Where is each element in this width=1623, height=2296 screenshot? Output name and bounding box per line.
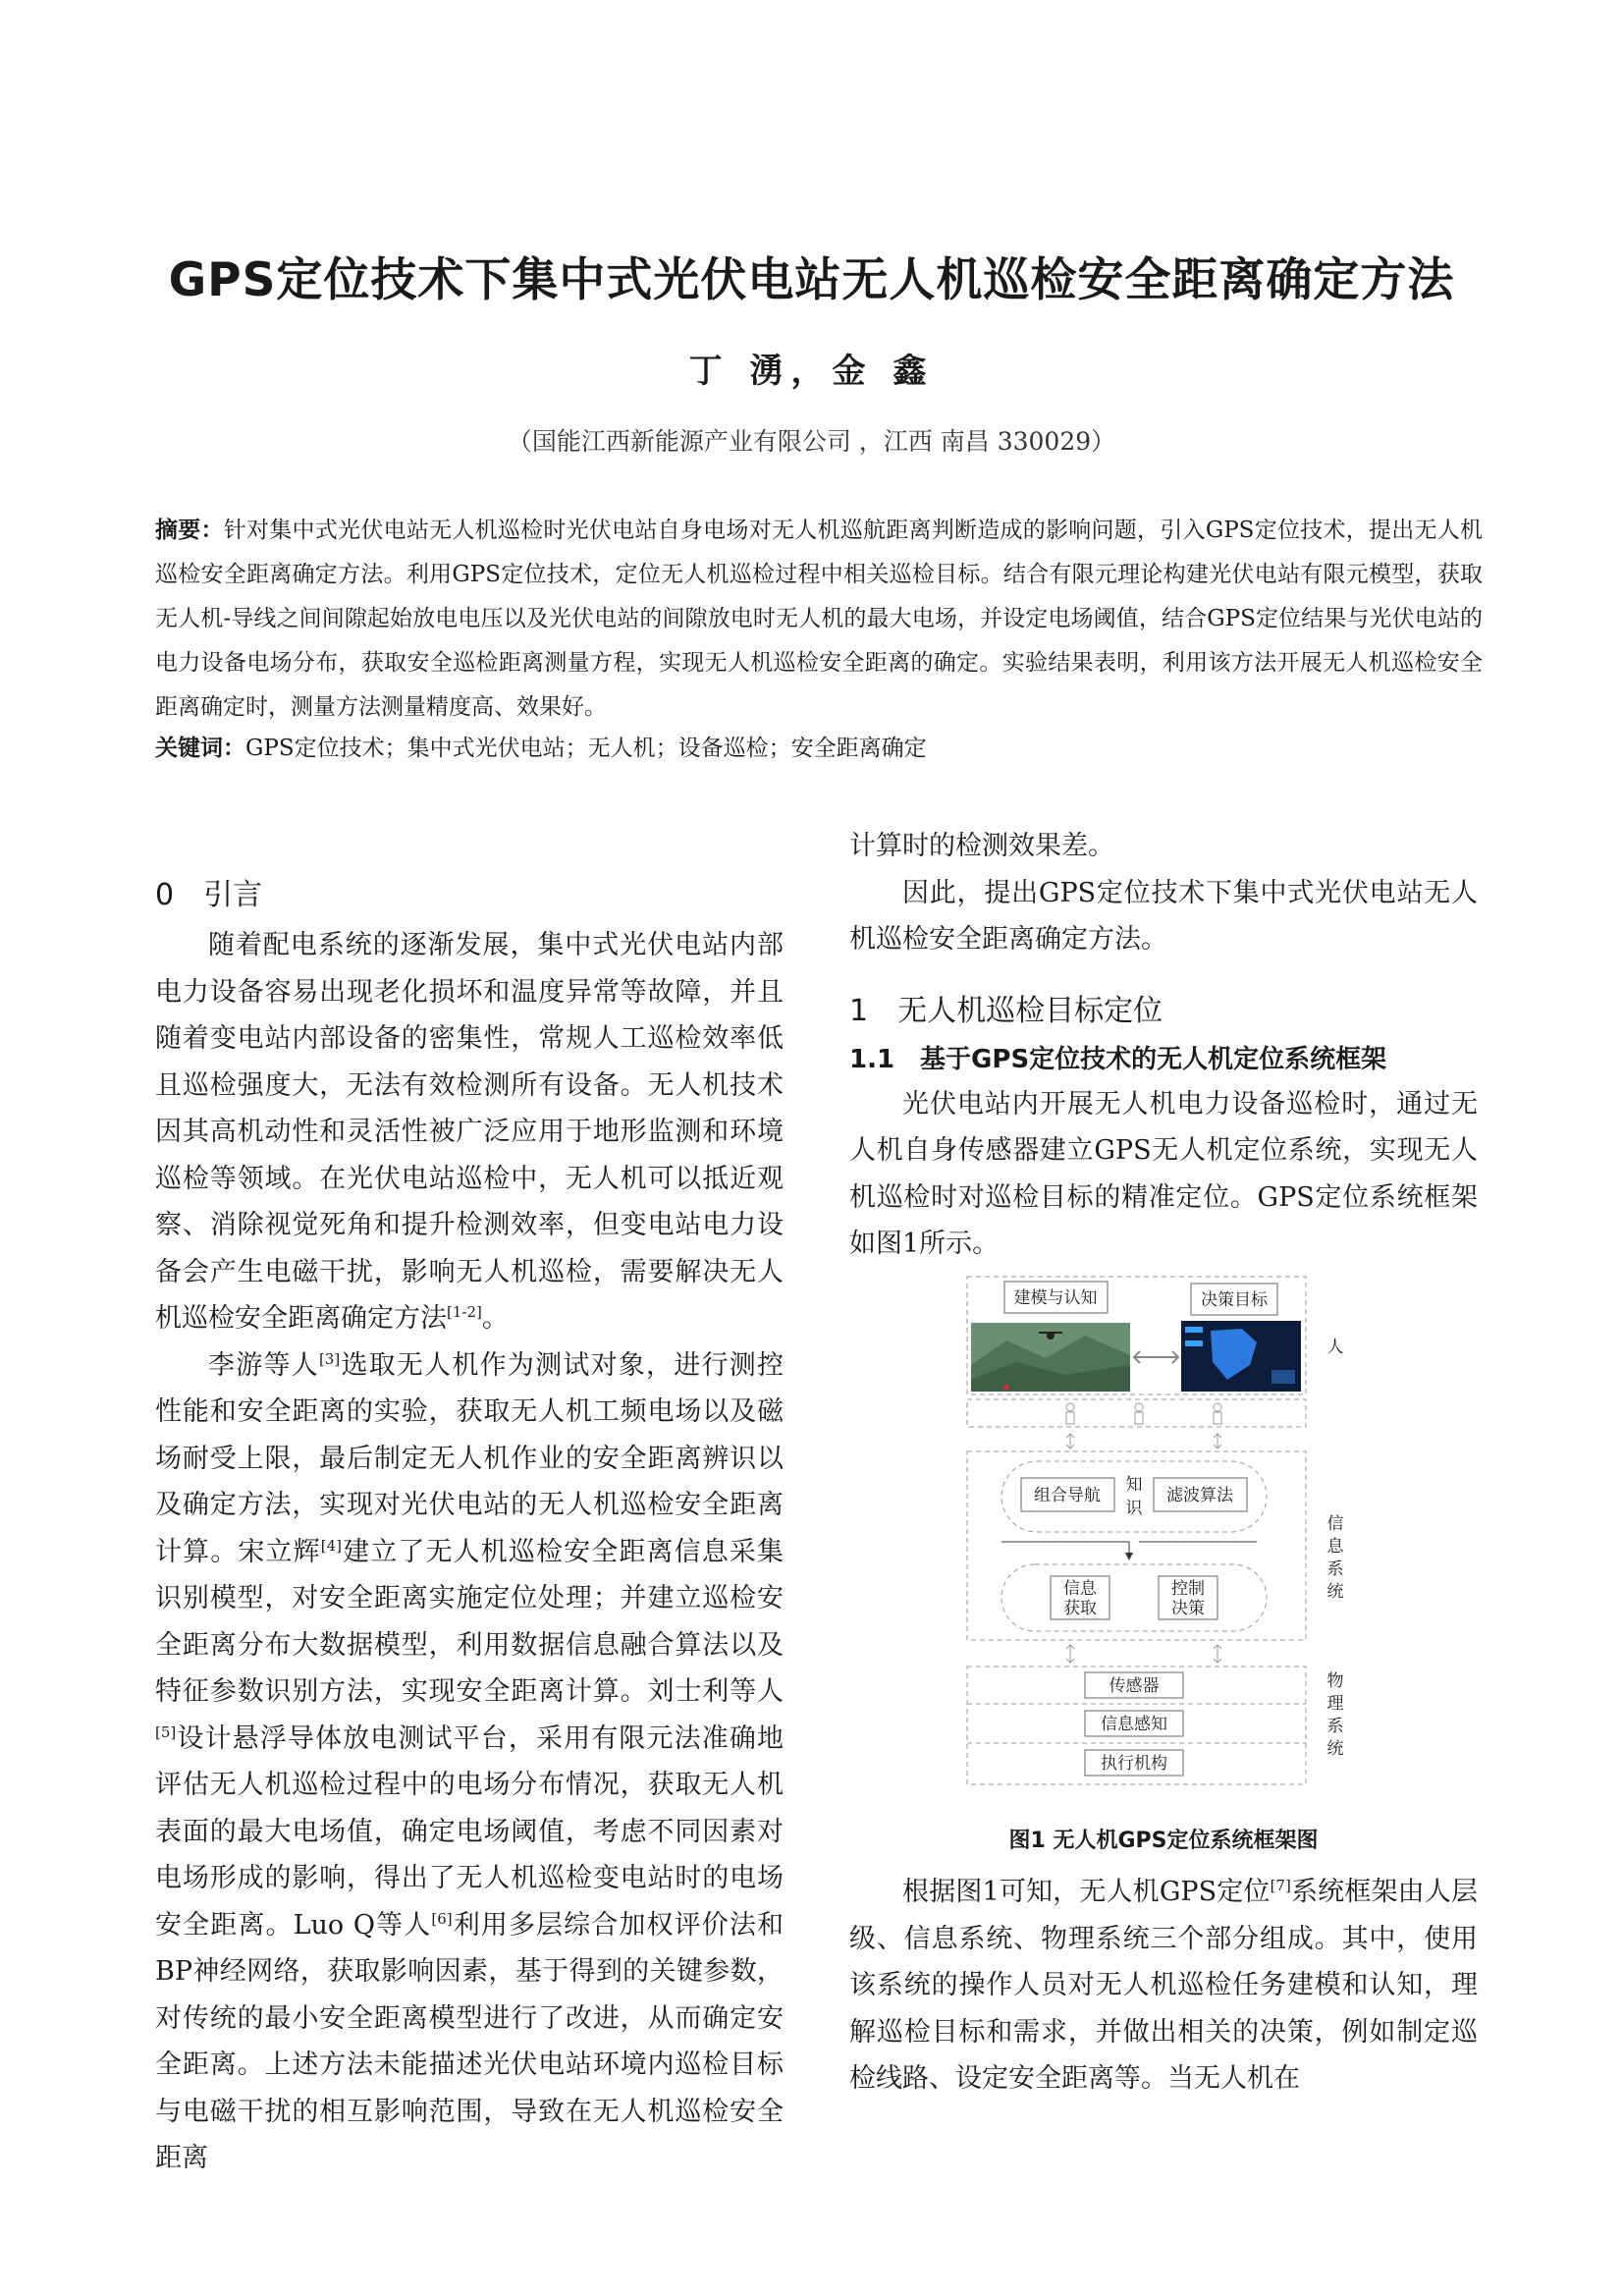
after-figure-paragraph <box>849 1869 1478 2103</box>
intro-p2-d: 设计悬浮导体放电测试平台，采用有限元法准确地评估无人机巡检过程中的电场分布情况，获取无人机表面的最大电场值，确定电场阈值，考虑不同因素对电场形成的影响，得出了无人机巡检变电站时的电场安全距离。Luo Q等人 <box>155 1722 784 1941</box>
intro-p1-text: 随着配电系统的逐渐发展，集中式光伏电站内部电力设备容易出现老化损坏和温度异常等故障，并且随着变电站内部设备的密集性，常规人工巡检效率低且巡检强度大，无法有效检测所有设备。无人机技术因其高机动性和灵活性被广泛应用于地形监测和环境巡检等领域。在光伏电站巡检中，无人机可以抵近观察、消除视觉死角和提升检测效率，但变电站电力设备会产生电磁干扰，影响无人机巡检，需要解决无人机巡检安全距离确定方法 <box>155 930 784 1334</box>
info-system-char-4: 统 <box>1326 1582 1344 1602</box>
knowledge-char-2: 识 <box>1125 1499 1143 1518</box>
down-arrow-icon <box>1125 1553 1133 1560</box>
paper-title: GPS定位技术下集中式光伏电站无人机巡检安全距离确定方法 <box>168 253 1455 307</box>
person-body <box>1066 1412 1074 1424</box>
paper-affiliation: （国能江西新能源产业有限公司 ，江西 南昌 330029） <box>507 427 1116 456</box>
intro-paragraph-1 <box>155 922 784 1342</box>
intro-paragraph-2 <box>155 1342 784 2182</box>
citation-1-2: [1-2] <box>447 1303 482 1321</box>
knowledge-char-1: 知 <box>1125 1475 1143 1495</box>
paper-authors: 丁 湧，金 鑫 <box>688 352 935 391</box>
dashboard-widget-1 <box>1185 1327 1203 1333</box>
person-body <box>1214 1412 1221 1424</box>
updown-arrow-icon <box>1214 1434 1221 1449</box>
abstract-label: 摘要： <box>155 518 224 543</box>
after-figure-b: 系统框架由人层级、信息系统、物理系统三个部分组成。其中，使用该系统的操作人员对无人机巡检任务建模和认知，理解巡检目标和需求，并做出相关的决策，例如制定巡检线路、设定安全距离等。当无人机在 <box>849 1877 1478 2094</box>
model-cognition-label: 建模与认知 <box>1013 1288 1098 1308</box>
integrated-navigation-label: 组合导航 <box>1034 1486 1101 1505</box>
info-acquisition-line-1: 信息 <box>1063 1579 1097 1599</box>
person-body <box>1135 1412 1143 1424</box>
info-system-char-2: 息 <box>1326 1537 1344 1557</box>
intro-p2-b: 选取无人机作为测试对象，进行测控性能和安全距离的实验，获取无人机工频电场以及磁场耐受上限，最后制定无人机作业的安全距离辨识以及确定方法，实现对光伏电站的无人机巡检安全距离计算。宋立辉 <box>155 1349 784 1567</box>
dashboard-widget-3 <box>1271 1370 1295 1384</box>
section-0-heading: 0 引言 <box>155 878 263 912</box>
framework-paragraph: 光伏电站内开展无人机电力设备巡检时，通过无人机自身传感器建立GPS无人机定位系统，实现无人机巡检时对巡检目标的精准定位。GPS定位系统框架如图1所示。 <box>849 1088 1478 1259</box>
action-oval <box>1001 1564 1267 1631</box>
physical-system-char-4: 统 <box>1326 1739 1344 1759</box>
citation-3: [3] <box>318 1349 341 1368</box>
physical-system-char-3: 系 <box>1326 1717 1344 1736</box>
filter-algorithm-label: 滤波算法 <box>1166 1486 1233 1505</box>
keywords <box>155 727 1483 771</box>
control-decision-line-1: 控制 <box>1171 1579 1205 1599</box>
right-column-bottom <box>849 1869 1478 2103</box>
after-figure-a: 根据图1可知，无人机GPS定位 <box>902 1877 1271 1907</box>
control-decision-line-2: 决策 <box>1171 1599 1205 1618</box>
physical-system-char-2: 理 <box>1326 1694 1344 1714</box>
gps-framework-figure <box>957 1272 1365 1807</box>
citation-7: [7] <box>1270 1877 1291 1894</box>
figure-caption: 图1 无人机GPS定位系统框架图 <box>1008 1829 1319 1853</box>
info-system-char-3: 系 <box>1326 1559 1344 1579</box>
physical-system-char-1: 物 <box>1326 1671 1344 1691</box>
keywords-label: 关键词： <box>155 736 245 761</box>
section-1-heading: 1 无人机巡检目标定位 <box>849 993 1163 1028</box>
intro-p2-c: 建立了无人机巡检安全距离信息采集识别模型，对安全距离实施定位处理；并建立巡检安全距离分布大数据模型，利用数据信息融合算法以及特征参数识别方法，实现安全距离计算。刘士利等人 <box>155 1536 784 1707</box>
abstract <box>155 509 1483 730</box>
left-column <box>155 869 784 2182</box>
person-icons <box>1066 1403 1221 1424</box>
decision-target-label: 决策目标 <box>1201 1290 1268 1310</box>
intro-p2-a: 李游等人 <box>208 1349 319 1381</box>
abstract-text: 针对集中式光伏电站无人机巡检时光伏电站自身电场对无人机巡航距离判断造成的影响问题，引入GPS定位技术，提出无人机巡检安全距离确定方法。利用GPS定位技术，定位无人机巡检过程中相关巡检目标。结合有限元理论构建光伏电站有限元模型，获取无人机-导线之间间隙起始放电电压以及光伏电站的间隙放电时无人机的最大电场，并设定电场阈值，结合GPS定位结果与光伏电站的电力设备电场分布，获取安全巡检距离测量方程，实现无人机巡检安全距离的确定。实验结果表明，利用该方法开展无人机巡检安全距离确定时，测量方法测量精度高、效果好。 <box>155 518 1484 720</box>
info-acquisition-line-2: 获取 <box>1063 1599 1097 1618</box>
right-column-top <box>849 823 1478 1268</box>
persons-row <box>967 1399 1306 1427</box>
person-icon <box>1214 1403 1221 1411</box>
target-marker-icon <box>1003 1385 1009 1391</box>
person-icon <box>1066 1403 1074 1411</box>
updown-arrow-icon <box>1214 1645 1221 1663</box>
actuator-label: 执行机构 <box>1101 1754 1167 1774</box>
updown-arrow-icon <box>1066 1434 1074 1449</box>
sensor-label: 传感器 <box>1109 1676 1160 1696</box>
citation-5: [5] <box>155 1722 177 1741</box>
intro-p1-end: 。 <box>481 1303 509 1334</box>
citation-4: [4] <box>320 1536 342 1555</box>
person-icon <box>1135 1403 1143 1411</box>
updown-arrow-icon <box>1066 1645 1074 1663</box>
dashboard-widget-2 <box>1185 1340 1203 1346</box>
section-1-1-heading: 1.1 基于GPS定位技术的无人机定位系统框架 <box>849 1044 1387 1074</box>
continued-text: 计算时的检测效果差。 <box>849 831 1114 861</box>
human-layer-label: 人 <box>1326 1338 1344 1357</box>
citation-6: [6] <box>431 1909 453 1928</box>
info-perception-label: 信息感知 <box>1101 1715 1167 1734</box>
therefore-paragraph: 因此，提出GPS定位技术下集中式光伏电站无人机巡检安全距离确定方法。 <box>849 877 1478 955</box>
keywords-text: GPS定位技术；集中式光伏电站；无人机；设备巡检；安全距离确定 <box>245 736 927 761</box>
info-system-char-1: 信 <box>1326 1514 1344 1534</box>
bidirectional-arrow-icon <box>1134 1351 1178 1363</box>
intro-p2-e: 利用多层综合加权评价法和BP神经网络，获取影响因素，基于得到的关键参数，对传统的最小安全距离模型进行了改进，从而确定安全距离。上述方法未能描述光伏电站环境内巡检目标与电磁干扰的相互影响范围，导致在无人机巡检安全距离 <box>155 1909 784 2173</box>
